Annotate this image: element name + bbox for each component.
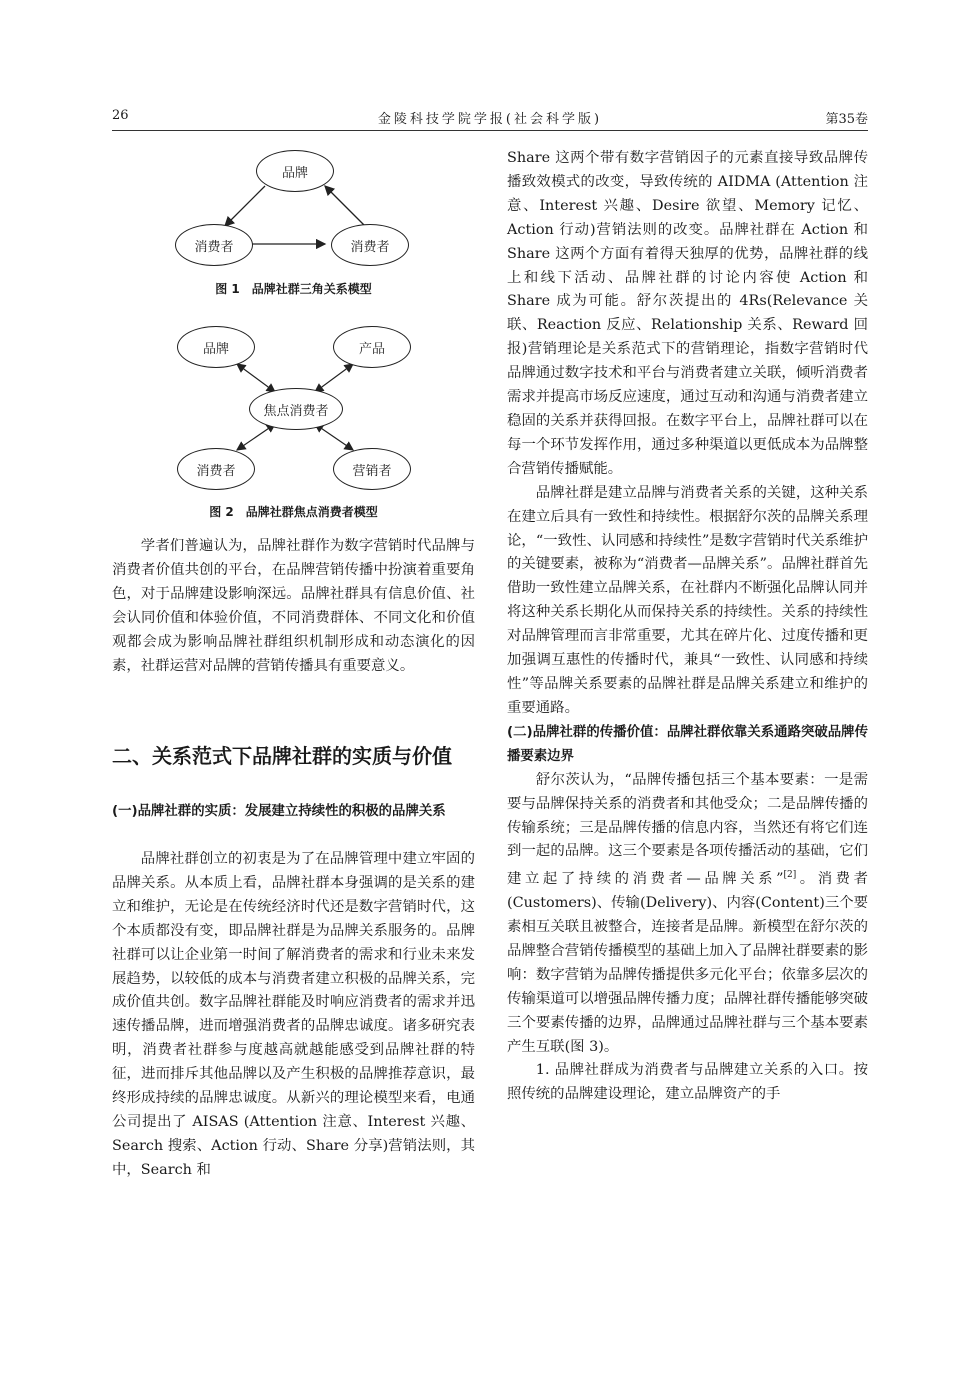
subsection-title-2: (二)品牌社群的传播价值：品牌社群依靠关系通路突破品牌传播要素边界 (507, 724, 868, 764)
paragraph: Share 这两个带有数字营销因子的元素直接导致品牌传播致效模式的改变，导致传统的 AIDMA (Attention 注意、Interest 兴趣、Desire 欲望、Memory 记忆、Action 行动)营销法则的改变。品牌社群在 Action 和 Share 这两个方面有着得天独厚的优势，品牌社群的线上和线下活动、品牌社群的讨论内容使 Action 和 Share 成为可能。舒尔茨提出的 4Rs(Relevance 关联、Reaction 反应、Relationship 关系、Reward 回报)营销理论是关系范式下的营销理论，指数字营销时代品牌通过数字技术和平台与消费者建立关联，倾听消费者需求并提高市场反应速度，通过互动和沟通与消费者建立稳固的关系并获得回报。在数字平台上，品牌社群可以在每一个环节发挥作用，通过多种渠道以更低成本为品牌整合营销传播赋能。 (507, 150, 868, 477)
node-focal-consumer: 焦点消费者 (249, 388, 343, 430)
node-brand: 品牌 (256, 150, 334, 192)
node-product: 产品 (333, 326, 411, 368)
paragraph: 品牌社群是建立品牌与消费者关系的关键，这种关系在建立后具有一致性和持续性。根据舒尔茨的品牌关系理论，“一致性、认同感和持续性”是数字营销时代关系维护的关键要素，被称为“消费者—品牌关系”。品牌社群首先借助一致性建立品牌关系，在社群内不断强化品牌认同并将这种关系长期化从而保持关系的持续性。关系的持续性对品牌管理而言非常重要，尤其在碎片化、过度传播和更加强调互惠性的传播时代，兼具“一致性、认同感和持续性”等品牌关系要素的品牌社群是品牌关系建立和维护的重要通路。 (507, 484, 868, 716)
paragraph-text: 。消费者(Customers)、传输(Delivery)、内容(Content)三个要素相互关联且被整合，连接者是品牌。新模型在舒尔茨的品牌整合营销传播模型的基础上加入了品牌社群要素的影响：数字营销为品牌传播提供多元化平台；依靠多层次的传输渠道可以增强品牌传播力度；品牌社群传播能够突破三个要素传播的边界，品牌通过品牌社群与三个基本要素产生互联(图 3)。 (507, 871, 868, 1055)
paragraph-text: 舒尔茨认为，“品牌传播包括三个基本要素：一是需要与品牌保持关系的消费者和其他受众；二是品牌传播的传输系统；三是品牌传播的信息内容，当然还有将它们连到一起的品牌。这三个要素是各项传播活动的基础，它们建立起了持续的消费者—品牌关系” (507, 771, 868, 888)
arrow-product-focal (315, 364, 353, 392)
node-consumer-left: 消费者 (175, 224, 253, 266)
arrow-brand-focal (237, 364, 275, 392)
arrow-focal-consumer (237, 424, 275, 450)
arrow-focal-marketer (315, 424, 353, 450)
right-column (507, 147, 868, 1107)
node-brand: 品牌 (177, 326, 255, 368)
arrow-brand-to-left (225, 186, 265, 226)
volume-label: 第35卷 (825, 112, 868, 127)
node-marketer: 营销者 (333, 448, 411, 490)
node-consumer: 消费者 (177, 448, 255, 490)
journal-title: 金陵科技学院学报(社会科学版) (377, 112, 603, 127)
node-consumer-right: 消费者 (331, 224, 409, 266)
running-header (112, 108, 868, 130)
citation-ref: [2] (783, 870, 797, 881)
figure-2 (165, 316, 425, 502)
left-column-intro (112, 535, 475, 678)
page-number: 26 (112, 108, 129, 123)
paragraph: 品牌社群创立的初衷是为了在品牌管理中建立牢固的品牌关系。从本质上看，品牌社群本身强调的是关系的建立和维护，无论是在传统经济时代还是数字营销时代，这个本质都没有变，即品牌社群是为品牌关系服务的。品牌社群可以让企业第一时间了解消费者的需求和行业未来发展趋势，以较低的成本与消费者建立积极的品牌关系，完成价值共创。数字品牌社群能及时响应消费者的需求并迅速传播品牌，进而增强消费者的品牌忠诚度。诸多研究表明，消费者社群参与度越高就越能感受到品牌社群的特征，进而排斥其他品牌以及产生积极的品牌推荐意识，最终形成持续的品牌忠诚度。从新兴的理论模型来看，电通公司提出了 AISAS (Attention 注意、Interest 兴趣、Search 搜索、Action 行动、Share 分享)营销法则，其中，Search 和 (112, 851, 475, 1178)
paragraph (507, 769, 868, 1060)
section-title: 二、关系范式下品牌社群的实质与价值 (112, 744, 452, 768)
header-rule (112, 130, 868, 131)
left-column-body (112, 848, 475, 1183)
figure-1-caption: 图 1 品牌社群三角关系模型 (215, 282, 372, 296)
paragraph: 1. 品牌社群成为消费者与品牌建立关系的入口。按照传统的品牌建设理论，建立品牌资产的手 (507, 1062, 868, 1103)
figure-2-caption: 图 2 品牌社群焦点消费者模型 (209, 505, 378, 519)
subsection-title-1: (一)品牌社群的实质：发展建立持续性的积极的品牌关系 (112, 804, 446, 819)
paragraph: 学者们普遍认为，品牌社群作为数字营销时代品牌与消费者价值共创的平台，在品牌营销传播中扮演着重要角色，对于品牌建设影响深远。品牌社群具有信息价值、社会认同价值和体验价值，不同消费群体、不同文化和价值观都会成为影响品牌社群组织机制形成和动态演化的因素，社群运营对品牌的营销传播具有重要意义。 (112, 538, 475, 674)
arrow-right-to-brand (325, 186, 365, 226)
figure-1 (165, 140, 425, 272)
